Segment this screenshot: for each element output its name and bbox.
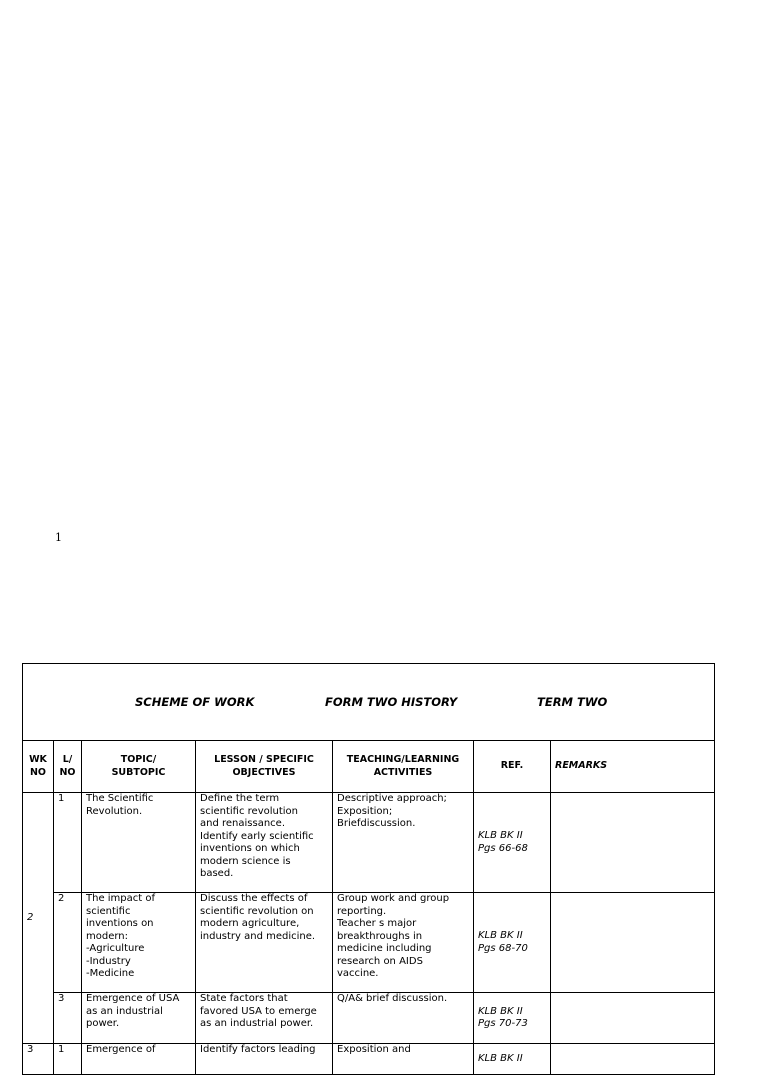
activities-cell: Q/A& brief discussion. xyxy=(333,993,474,1044)
ref-cell: KLB BK II Pgs 70-73 xyxy=(474,993,551,1044)
lesson-number: 3 xyxy=(54,993,82,1044)
topic-cell: The impact of scientific inventions on modern: -Agriculture -Industry -Medicine xyxy=(82,893,196,993)
header-topic: TOPIC/ SUBTOPIC xyxy=(82,741,196,793)
header-activities: TEACHING/LEARNING ACTIVITIES xyxy=(333,741,474,793)
header-row xyxy=(23,741,715,793)
objectives-cell: Identify factors leading xyxy=(196,1044,333,1075)
ref-cell: KLB BK II Pgs 66-68 xyxy=(474,793,551,893)
activities-cell: Exposition and xyxy=(333,1044,474,1075)
table-row xyxy=(23,1044,715,1075)
header-ref: REF. xyxy=(474,741,551,793)
topic-cell: Emergence of xyxy=(82,1044,196,1075)
week-number: 2 xyxy=(23,793,54,1044)
lesson-number: 1 xyxy=(54,1044,82,1075)
remarks-cell xyxy=(551,993,715,1044)
header-wk: WK NO xyxy=(23,741,54,793)
topic-cell: The Scientific Revolution. xyxy=(82,793,196,893)
header-objectives: LESSON / SPECIFIC OBJECTIVES xyxy=(196,741,333,793)
table-row xyxy=(23,893,715,993)
week-number: 3 xyxy=(23,1044,54,1075)
remarks-cell xyxy=(551,893,715,993)
table-row xyxy=(23,993,715,1044)
objectives-cell: State factors that favored USA to emerge as an industrial power. xyxy=(196,993,333,1044)
remarks-cell xyxy=(551,793,715,893)
objectives-cell: Define the term scientific revolution and renaissance. Identify early scientific inventions on which modern science is based. xyxy=(196,793,333,893)
title-row xyxy=(23,664,715,741)
objectives-cell: Discuss the effects of scientific revolution on modern agriculture, industry and medicine. xyxy=(196,893,333,993)
topic-cell: Emergence of USA as an industrial power. xyxy=(82,993,196,1044)
activities-cell: Descriptive approach; Exposition; Briefdiscussion. xyxy=(333,793,474,893)
lesson-number: 2 xyxy=(54,893,82,993)
table-row xyxy=(23,793,715,893)
header-lno: L/ NO xyxy=(54,741,82,793)
title-form: FORM TWO HISTORY xyxy=(325,694,458,709)
ref-cell: KLB BK II Pgs 68-70 xyxy=(474,893,551,993)
activities-cell: Group work and group reporting. Teacher s major breakthroughs in medicine including research on AIDS vaccine. xyxy=(333,893,474,993)
lesson-number: 1 xyxy=(54,793,82,893)
header-remarks: REMARKS xyxy=(551,741,715,793)
title-cell xyxy=(23,664,715,741)
title-term: TERM TWO xyxy=(537,694,608,709)
ref-cell: KLB BK II xyxy=(474,1044,551,1075)
scheme-of-work-table xyxy=(22,663,715,1075)
title-scheme: SCHEME OF WORK xyxy=(135,694,255,709)
page-number: 1 xyxy=(55,531,62,544)
remarks-cell xyxy=(551,1044,715,1075)
